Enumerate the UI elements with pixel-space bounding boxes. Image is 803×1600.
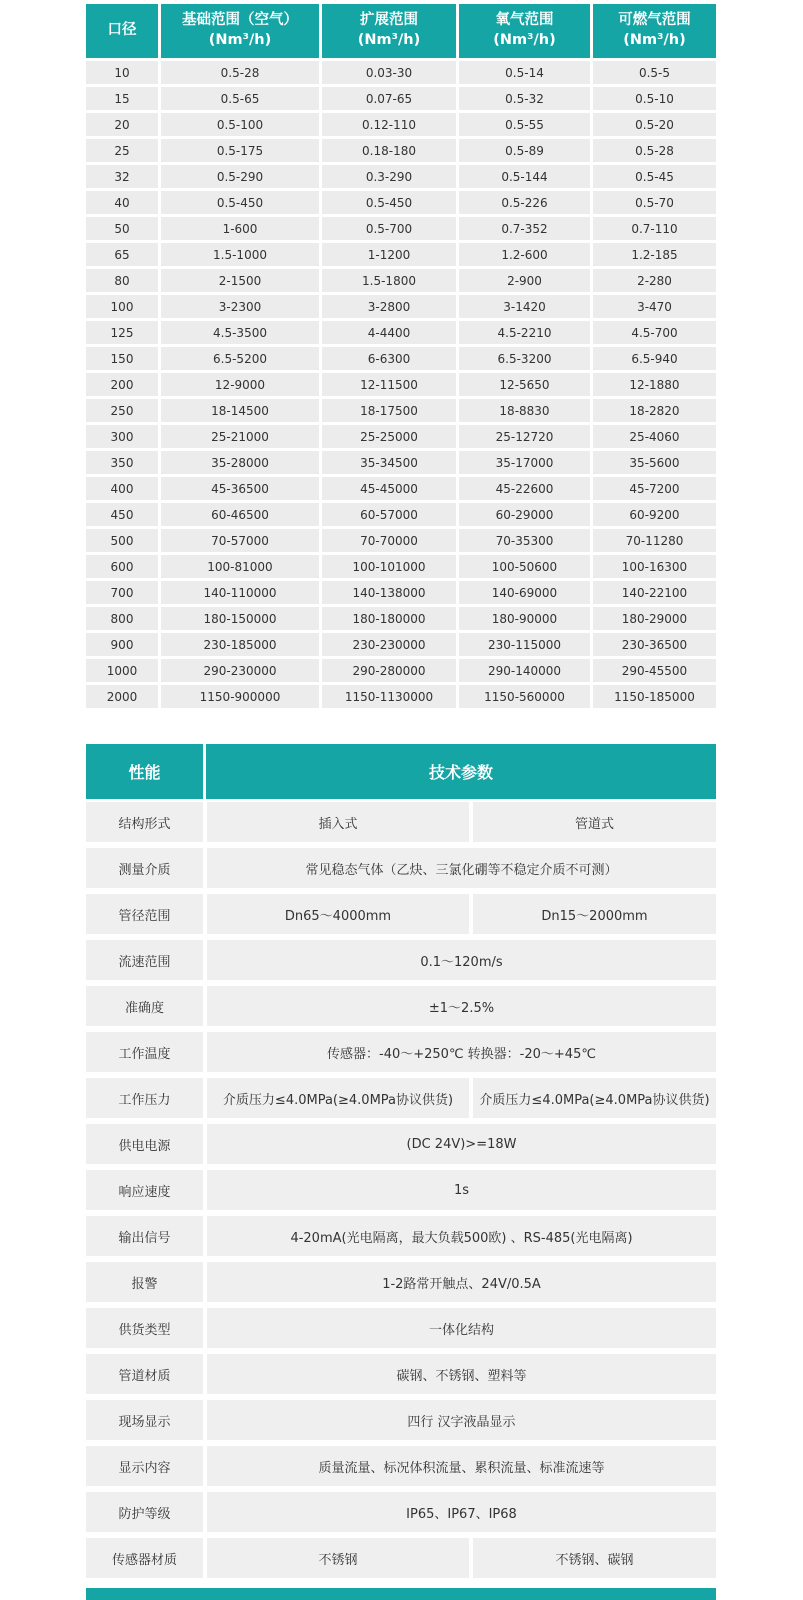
table-cell: 0.5-226 bbox=[459, 191, 590, 214]
table-cell: 70-35300 bbox=[459, 529, 590, 552]
spec-row-value-pipe-type: 介质压力≤4.0MPa(≥4.0MPa协议供货) bbox=[473, 1078, 716, 1118]
table-cell: 0.5-10 bbox=[593, 87, 716, 110]
spec-row bbox=[86, 848, 716, 888]
table-cell: 45-45000 bbox=[322, 477, 456, 500]
table-cell: 1150-560000 bbox=[459, 685, 590, 708]
spec-row-label: 响应速度 bbox=[86, 1170, 203, 1210]
table-cell: 70-11280 bbox=[593, 529, 716, 552]
table-cell: 12-1880 bbox=[593, 373, 716, 396]
spec-row bbox=[86, 1400, 716, 1440]
technical-parameters-table bbox=[86, 744, 716, 1584]
table-row bbox=[86, 659, 716, 682]
table-cell: 0.5-144 bbox=[459, 165, 590, 188]
spec-row-label: 结构形式 bbox=[86, 802, 203, 842]
table-cell: 0.5-28 bbox=[161, 61, 319, 84]
table-cell: 0.5-32 bbox=[459, 87, 590, 110]
table-cell: 700 bbox=[86, 581, 158, 604]
flow-column-header bbox=[459, 4, 590, 58]
table-cell: 40 bbox=[86, 191, 158, 214]
table-cell: 180-90000 bbox=[459, 607, 590, 630]
table-cell: 200 bbox=[86, 373, 158, 396]
table-row bbox=[86, 607, 716, 630]
table-cell: 0.5-290 bbox=[161, 165, 319, 188]
table-cell: 60-9200 bbox=[593, 503, 716, 526]
table-cell: 3-470 bbox=[593, 295, 716, 318]
table-cell: 2-900 bbox=[459, 269, 590, 292]
spec-row bbox=[86, 1170, 716, 1210]
table-cell: 1150-185000 bbox=[593, 685, 716, 708]
table-cell: 60-57000 bbox=[322, 503, 456, 526]
table-cell: 12-9000 bbox=[161, 373, 319, 396]
table-cell: 100-16300 bbox=[593, 555, 716, 578]
spec-row-value: 1s bbox=[207, 1170, 716, 1210]
table-cell: 300 bbox=[86, 425, 158, 448]
table-cell: 25-21000 bbox=[161, 425, 319, 448]
table-row bbox=[86, 477, 716, 500]
table-cell: 12-5650 bbox=[459, 373, 590, 396]
table-cell: 2-1500 bbox=[161, 269, 319, 292]
spec-row bbox=[86, 1078, 716, 1118]
table-row bbox=[86, 503, 716, 526]
table-row bbox=[86, 373, 716, 396]
table-cell: 4.5-3500 bbox=[161, 321, 319, 344]
spec-header-parameters: 技术参数 bbox=[206, 744, 716, 799]
spec-row-label: 供电电源 bbox=[86, 1124, 203, 1164]
table-cell: 290-45500 bbox=[593, 659, 716, 682]
table-cell: 80 bbox=[86, 269, 158, 292]
table-row bbox=[86, 581, 716, 604]
table-cell: 800 bbox=[86, 607, 158, 630]
table-row bbox=[86, 87, 716, 110]
flow-column-title: 扩展范围 bbox=[360, 12, 418, 29]
table-cell: 0.5-100 bbox=[161, 113, 319, 136]
table-cell: 1150-1130000 bbox=[322, 685, 456, 708]
table-row bbox=[86, 555, 716, 578]
table-cell: 0.3-290 bbox=[322, 165, 456, 188]
spec-row bbox=[86, 1354, 716, 1394]
table-cell: 18-14500 bbox=[161, 399, 319, 422]
table-cell: 1-1200 bbox=[322, 243, 456, 266]
table-cell: 100-101000 bbox=[322, 555, 456, 578]
table-cell: 0.5-700 bbox=[322, 217, 456, 240]
spec-row-value-pipe-type: 管道式 bbox=[473, 802, 716, 842]
table-cell: 35-28000 bbox=[161, 451, 319, 474]
flow-column-unit: (Nm³/h) bbox=[357, 32, 421, 48]
table-row bbox=[86, 425, 716, 448]
table-cell: 0.5-450 bbox=[161, 191, 319, 214]
table-cell: 140-69000 bbox=[459, 581, 590, 604]
table-cell: 100-81000 bbox=[161, 555, 319, 578]
table-cell: 140-110000 bbox=[161, 581, 319, 604]
table-row bbox=[86, 191, 716, 214]
spec-row bbox=[86, 986, 716, 1026]
table-cell: 1.5-1000 bbox=[161, 243, 319, 266]
spec-row bbox=[86, 1492, 716, 1532]
table-row bbox=[86, 295, 716, 318]
table-cell: 290-280000 bbox=[322, 659, 456, 682]
flow-column-title: 基础范围（空气） bbox=[182, 12, 298, 29]
table-cell: 0.7-352 bbox=[459, 217, 590, 240]
spec-row-label: 流速范围 bbox=[86, 940, 203, 980]
table-cell: 1.5-1800 bbox=[322, 269, 456, 292]
table-cell: 0.5-450 bbox=[322, 191, 456, 214]
table-cell: 0.5-55 bbox=[459, 113, 590, 136]
spec-row-value-pipe-type: 不锈钢、碳钢 bbox=[473, 1538, 716, 1578]
spec-row-label: 测量介质 bbox=[86, 848, 203, 888]
table-cell: 12-11500 bbox=[322, 373, 456, 396]
table-cell: 45-7200 bbox=[593, 477, 716, 500]
spec-row-value: 1-2路常开触点、24V/0.5A bbox=[207, 1262, 716, 1302]
flow-column-unit: (Nm³/h) bbox=[493, 32, 556, 48]
spec-row-value: 一体化结构 bbox=[207, 1308, 716, 1348]
table-cell: 900 bbox=[86, 633, 158, 656]
spec-row bbox=[86, 1308, 716, 1348]
table-cell: 18-2820 bbox=[593, 399, 716, 422]
table-cell: 450 bbox=[86, 503, 158, 526]
table-cell: 0.5-14 bbox=[459, 61, 590, 84]
flow-table-body bbox=[86, 61, 716, 708]
spec-row-value-pipe-type: Dn15～2000mm bbox=[473, 894, 716, 934]
table-row bbox=[86, 243, 716, 266]
spec-row-value-insert-type: 介质压力≤4.0MPa(≥4.0MPa协议供货) bbox=[207, 1078, 469, 1118]
table-cell: 25-12720 bbox=[459, 425, 590, 448]
table-cell: 35-34500 bbox=[322, 451, 456, 474]
table-cell: 6.5-5200 bbox=[161, 347, 319, 370]
table-cell: 230-36500 bbox=[593, 633, 716, 656]
table-cell: 6-6300 bbox=[322, 347, 456, 370]
spec-row-label: 显示内容 bbox=[86, 1446, 203, 1486]
table-row bbox=[86, 139, 716, 162]
spec-row-label: 传感器材质 bbox=[86, 1538, 203, 1578]
table-cell: 250 bbox=[86, 399, 158, 422]
table-row bbox=[86, 633, 716, 656]
table-cell: 180-180000 bbox=[322, 607, 456, 630]
table-cell: 50 bbox=[86, 217, 158, 240]
table-cell: 65 bbox=[86, 243, 158, 266]
spec-row bbox=[86, 1032, 716, 1072]
table-cell: 400 bbox=[86, 477, 158, 500]
table-cell: 25-25000 bbox=[322, 425, 456, 448]
spec-row-value: (DC 24V)>=18W bbox=[207, 1124, 716, 1164]
spec-row-value: 质量流量、标况体积流量、累积流量、标准流速等 bbox=[207, 1446, 716, 1486]
spec-row-label: 工作温度 bbox=[86, 1032, 203, 1072]
table-cell: 0.5-65 bbox=[161, 87, 319, 110]
spec-row-value: ±1～2.5% bbox=[207, 986, 716, 1026]
flow-column-title: 可燃气范围 bbox=[618, 12, 691, 29]
table-cell: 140-22100 bbox=[593, 581, 716, 604]
table-cell: 100-50600 bbox=[459, 555, 590, 578]
flow-column-header bbox=[161, 4, 319, 58]
spec-row-value-insert-type: 不锈钢 bbox=[207, 1538, 469, 1578]
table-cell: 0.5-70 bbox=[593, 191, 716, 214]
table-row bbox=[86, 217, 716, 240]
table-cell: 0.18-180 bbox=[322, 139, 456, 162]
spec-row bbox=[86, 1216, 716, 1256]
spec-row-label: 输出信号 bbox=[86, 1216, 203, 1256]
table-cell: 0.12-110 bbox=[322, 113, 456, 136]
table-cell: 600 bbox=[86, 555, 158, 578]
table-cell: 0.5-175 bbox=[161, 139, 319, 162]
table-cell: 0.5-20 bbox=[593, 113, 716, 136]
table-cell: 3-2800 bbox=[322, 295, 456, 318]
spec-row bbox=[86, 1124, 716, 1164]
table-cell: 100 bbox=[86, 295, 158, 318]
table-row bbox=[86, 685, 716, 708]
table-cell: 60-29000 bbox=[459, 503, 590, 526]
table-cell: 32 bbox=[86, 165, 158, 188]
table-cell: 150 bbox=[86, 347, 158, 370]
spec-row-value: 4-20mA(光电隔离，最大负载500欧) 、RS-485(光电隔离) bbox=[207, 1216, 716, 1256]
table-cell: 1.2-185 bbox=[593, 243, 716, 266]
table-cell: 180-150000 bbox=[161, 607, 319, 630]
table-cell: 1000 bbox=[86, 659, 158, 682]
table-cell: 1-600 bbox=[161, 217, 319, 240]
spec-header-performance: 性能 bbox=[86, 744, 203, 799]
table-cell: 25 bbox=[86, 139, 158, 162]
table-cell: 3-2300 bbox=[161, 295, 319, 318]
spec-row-value: IP65、IP67、IP68 bbox=[207, 1492, 716, 1532]
table-cell: 0.5-28 bbox=[593, 139, 716, 162]
table-row bbox=[86, 347, 716, 370]
table-cell: 125 bbox=[86, 321, 158, 344]
table-row bbox=[86, 321, 716, 344]
table-cell: 500 bbox=[86, 529, 158, 552]
table-cell: 15 bbox=[86, 87, 158, 110]
table-cell: 45-36500 bbox=[161, 477, 319, 500]
spec-table-body bbox=[86, 802, 716, 1578]
table-cell: 18-8830 bbox=[459, 399, 590, 422]
next-table-header-strip bbox=[86, 1588, 716, 1600]
spec-row-value-insert-type: Dn65～4000mm bbox=[207, 894, 469, 934]
spec-row-label: 报警 bbox=[86, 1262, 203, 1302]
spec-row bbox=[86, 940, 716, 980]
table-cell: 290-230000 bbox=[161, 659, 319, 682]
flow-column-header bbox=[593, 4, 716, 58]
table-cell: 0.03-30 bbox=[322, 61, 456, 84]
spec-row-label: 管道材质 bbox=[86, 1354, 203, 1394]
table-cell: 10 bbox=[86, 61, 158, 84]
spec-row-label: 管径范围 bbox=[86, 894, 203, 934]
spec-row-label: 现场显示 bbox=[86, 1400, 203, 1440]
spec-row-label: 准确度 bbox=[86, 986, 203, 1026]
table-row bbox=[86, 165, 716, 188]
table-row bbox=[86, 269, 716, 292]
table-row bbox=[86, 399, 716, 422]
table-cell: 230-115000 bbox=[459, 633, 590, 656]
table-cell: 230-230000 bbox=[322, 633, 456, 656]
flow-column-unit: (Nm³/h) bbox=[208, 32, 272, 48]
spec-row bbox=[86, 1446, 716, 1486]
spec-table-header-row bbox=[86, 744, 716, 799]
table-row bbox=[86, 529, 716, 552]
table-cell: 1.2-600 bbox=[459, 243, 590, 266]
table-cell: 3-1420 bbox=[459, 295, 590, 318]
table-cell: 290-140000 bbox=[459, 659, 590, 682]
table-cell: 230-185000 bbox=[161, 633, 319, 656]
table-cell: 6.5-3200 bbox=[459, 347, 590, 370]
table-row bbox=[86, 61, 716, 84]
table-row bbox=[86, 113, 716, 136]
flow-range-table bbox=[86, 4, 716, 711]
spec-row bbox=[86, 1262, 716, 1302]
table-cell: 70-70000 bbox=[322, 529, 456, 552]
table-cell: 4-4400 bbox=[322, 321, 456, 344]
table-cell: 180-29000 bbox=[593, 607, 716, 630]
table-cell: 25-4060 bbox=[593, 425, 716, 448]
flow-column-unit: (Nm³/h) bbox=[623, 32, 686, 48]
flow-column-title: 口径 bbox=[107, 22, 137, 39]
table-cell: 4.5-700 bbox=[593, 321, 716, 344]
flow-table-header-row bbox=[86, 4, 716, 58]
table-cell: 45-22600 bbox=[459, 477, 590, 500]
table-cell: 4.5-2210 bbox=[459, 321, 590, 344]
flow-column-header bbox=[322, 4, 456, 58]
table-cell: 0.5-5 bbox=[593, 61, 716, 84]
table-cell: 6.5-940 bbox=[593, 347, 716, 370]
table-cell: 60-46500 bbox=[161, 503, 319, 526]
spec-row-value: 0.1～120m/s bbox=[207, 940, 716, 980]
table-cell: 70-57000 bbox=[161, 529, 319, 552]
table-cell: 20 bbox=[86, 113, 158, 136]
table-cell: 0.5-89 bbox=[459, 139, 590, 162]
spec-row-value: 常见稳态气体（乙炔、三氯化硼等不稳定介质不可测） bbox=[207, 848, 716, 888]
flow-column-header bbox=[86, 4, 158, 58]
table-cell: 140-138000 bbox=[322, 581, 456, 604]
spec-row-value: 碳钢、不锈钢、塑料等 bbox=[207, 1354, 716, 1394]
spec-row-value: 传感器：-40～+250℃ 转换器：-20～+45℃ bbox=[207, 1032, 716, 1072]
table-cell: 2000 bbox=[86, 685, 158, 708]
spec-row-label: 供货类型 bbox=[86, 1308, 203, 1348]
spec-row bbox=[86, 894, 716, 934]
table-cell: 35-17000 bbox=[459, 451, 590, 474]
flow-column-title: 氧气范围 bbox=[495, 12, 554, 29]
spec-row-label: 防护等级 bbox=[86, 1492, 203, 1532]
table-cell: 2-280 bbox=[593, 269, 716, 292]
table-cell: 0.7-110 bbox=[593, 217, 716, 240]
table-cell: 1150-900000 bbox=[161, 685, 319, 708]
spec-row bbox=[86, 1538, 716, 1578]
spec-row-value-insert-type: 插入式 bbox=[207, 802, 469, 842]
table-cell: 350 bbox=[86, 451, 158, 474]
table-cell: 0.5-45 bbox=[593, 165, 716, 188]
table-cell: 0.07-65 bbox=[322, 87, 456, 110]
table-cell: 18-17500 bbox=[322, 399, 456, 422]
table-cell: 35-5600 bbox=[593, 451, 716, 474]
spec-row-value: 四行 汉字液晶显示 bbox=[207, 1400, 716, 1440]
table-row bbox=[86, 451, 716, 474]
spec-row-label: 工作压力 bbox=[86, 1078, 203, 1118]
spec-row bbox=[86, 802, 716, 842]
